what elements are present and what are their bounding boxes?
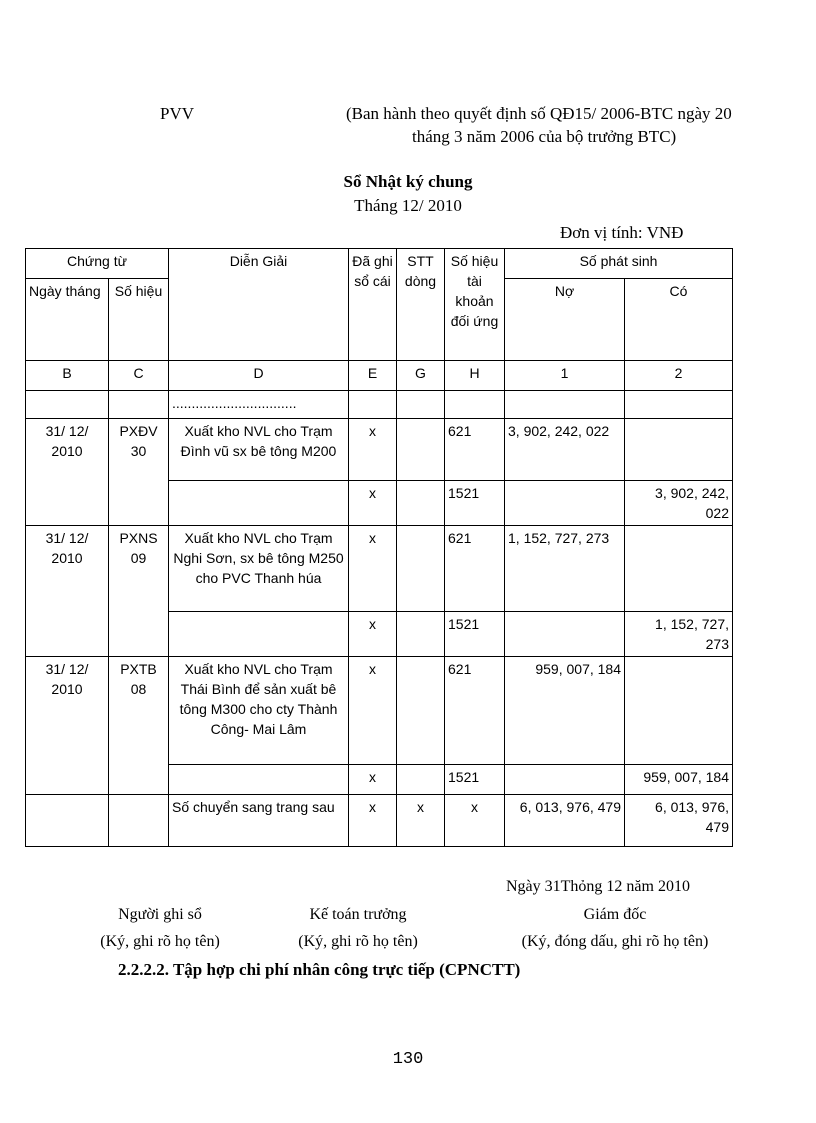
posted-mark: x	[349, 765, 397, 795]
entry-description: Xuất kho NVL cho Trạm Đình vũ sx bê tông M200	[169, 419, 349, 481]
posted-mark: x	[349, 419, 397, 481]
account-code: 621	[445, 657, 505, 765]
account-code: 621	[445, 419, 505, 481]
decree-line-2: tháng 3 năm 2006 của bộ trưởng BTC)	[412, 127, 677, 146]
code-cell: 1	[505, 361, 625, 391]
entry-number: PXĐV 30	[109, 419, 169, 481]
account-mark: x	[445, 795, 505, 847]
account-code: 1521	[445, 481, 505, 526]
code-cell: D	[169, 361, 349, 391]
empty-cell	[397, 419, 445, 481]
empty-cell	[26, 391, 109, 419]
empty-cell	[397, 657, 445, 765]
signer-note: (Ký, ghi rõ họ tên)	[298, 933, 418, 950]
line-no-mark: x	[397, 795, 445, 847]
credit-amount: 1, 152, 727, 273	[625, 612, 733, 657]
total-debit: 6, 013, 976, 479	[505, 795, 625, 847]
header-date: Ngày tháng	[26, 279, 109, 361]
debit-amount: 1, 152, 727, 273	[505, 526, 625, 612]
signer-title: Kế toán trưởng	[309, 906, 407, 923]
header-amount: Số phát sinh	[505, 249, 733, 279]
posted-mark: x	[349, 526, 397, 612]
section-heading: 2.2.2.2. Tập hợp chi phí nhân công trực tiếp (CPNCTT)	[118, 960, 521, 979]
debit-amount: 3, 902, 242, 022	[505, 419, 625, 481]
signer-title: Giám đốc	[583, 906, 647, 923]
empty-cell	[26, 612, 109, 657]
empty-cell	[397, 765, 445, 795]
empty-cell	[505, 481, 625, 526]
header-debit: Nợ	[505, 279, 625, 361]
entry-date: 31/ 12/ 2010	[26, 419, 109, 481]
header-number: Số hiệu	[109, 279, 169, 361]
posted-mark: x	[349, 612, 397, 657]
header-credit: Có	[625, 279, 733, 361]
empty-cell	[625, 419, 733, 481]
empty-cell	[349, 391, 397, 419]
empty-cell	[397, 612, 445, 657]
empty-cell	[505, 765, 625, 795]
empty-cell	[26, 765, 109, 795]
entry-number: PXTB 08	[109, 657, 169, 765]
page-number: 130	[392, 1050, 424, 1069]
header-posted: Đã ghi sổ cái	[349, 249, 397, 361]
page-title: Sổ Nhật ký chung	[343, 172, 473, 191]
entry-description: Xuất kho NVL cho Trạm Nghi Sơn, sx bê tông M250 cho PVC Thanh húa	[169, 526, 349, 612]
entry-date: 31/ 12/ 2010	[26, 526, 109, 612]
code-cell: 2	[625, 361, 733, 391]
signer-note: (Ký, ghi rõ họ tên)	[100, 933, 220, 950]
company-name: PVV	[160, 104, 195, 123]
header-description: Diễn Giải	[169, 249, 349, 361]
signer-title: Người ghi sổ	[118, 906, 202, 923]
account-code: 621	[445, 526, 505, 612]
decree-line-1: (Ban hành theo quyết định số QĐ15/ 2006-BTC ngày 20	[346, 104, 732, 123]
period-subtitle: Tháng 12/ 2010	[354, 196, 462, 215]
credit-amount: 959, 007, 184	[625, 765, 733, 795]
sign-date: Ngày 31Thỏng 12 năm 2010	[506, 878, 690, 895]
empty-cell	[109, 765, 169, 795]
empty-cell	[625, 657, 733, 765]
code-cell: E	[349, 361, 397, 391]
empty-cell	[26, 481, 109, 526]
account-code: 1521	[445, 612, 505, 657]
header-voucher: Chứng từ	[26, 249, 169, 279]
header-line-no: STT dòng	[397, 249, 445, 361]
code-cell: C	[109, 361, 169, 391]
empty-cell	[169, 765, 349, 795]
empty-cell	[625, 391, 733, 419]
empty-cell	[26, 795, 109, 847]
entry-number: PXNS 09	[109, 526, 169, 612]
currency-unit: Đơn vị tính: VNĐ	[560, 223, 684, 242]
empty-cell	[625, 526, 733, 612]
empty-cell	[109, 391, 169, 419]
ellipsis-cell: ................................	[169, 391, 349, 419]
posted-mark: x	[349, 657, 397, 765]
signer-note: (Ký, đóng dấu, ghi rõ họ tên)	[521, 933, 709, 950]
carry-forward-label: Số chuyển sang trang sau	[169, 795, 349, 847]
posted-mark: x	[349, 481, 397, 526]
account-code: 1521	[445, 765, 505, 795]
credit-amount: 3, 902, 242, 022	[625, 481, 733, 526]
header-account: Số hiệu tài khoản đối ứng	[445, 249, 505, 361]
empty-cell	[169, 612, 349, 657]
code-cell: G	[397, 361, 445, 391]
empty-cell	[505, 391, 625, 419]
empty-cell	[109, 612, 169, 657]
code-cell: H	[445, 361, 505, 391]
entry-description: Xuất kho NVL cho Trạm Thái Bình để sản xuất bê tông M300 cho cty Thành Công- Mai Lâm	[169, 657, 349, 765]
empty-cell	[109, 795, 169, 847]
journal-table	[25, 248, 733, 847]
empty-cell	[397, 481, 445, 526]
debit-amount: 959, 007, 184	[505, 657, 625, 765]
empty-cell	[505, 612, 625, 657]
empty-cell	[397, 526, 445, 612]
entry-date: 31/ 12/ 2010	[26, 657, 109, 765]
posted-mark: x	[349, 795, 397, 847]
empty-cell	[169, 481, 349, 526]
empty-cell	[397, 391, 445, 419]
empty-cell	[445, 391, 505, 419]
empty-cell	[109, 481, 169, 526]
code-cell: B	[26, 361, 109, 391]
total-credit: 6, 013, 976, 479	[625, 795, 733, 847]
